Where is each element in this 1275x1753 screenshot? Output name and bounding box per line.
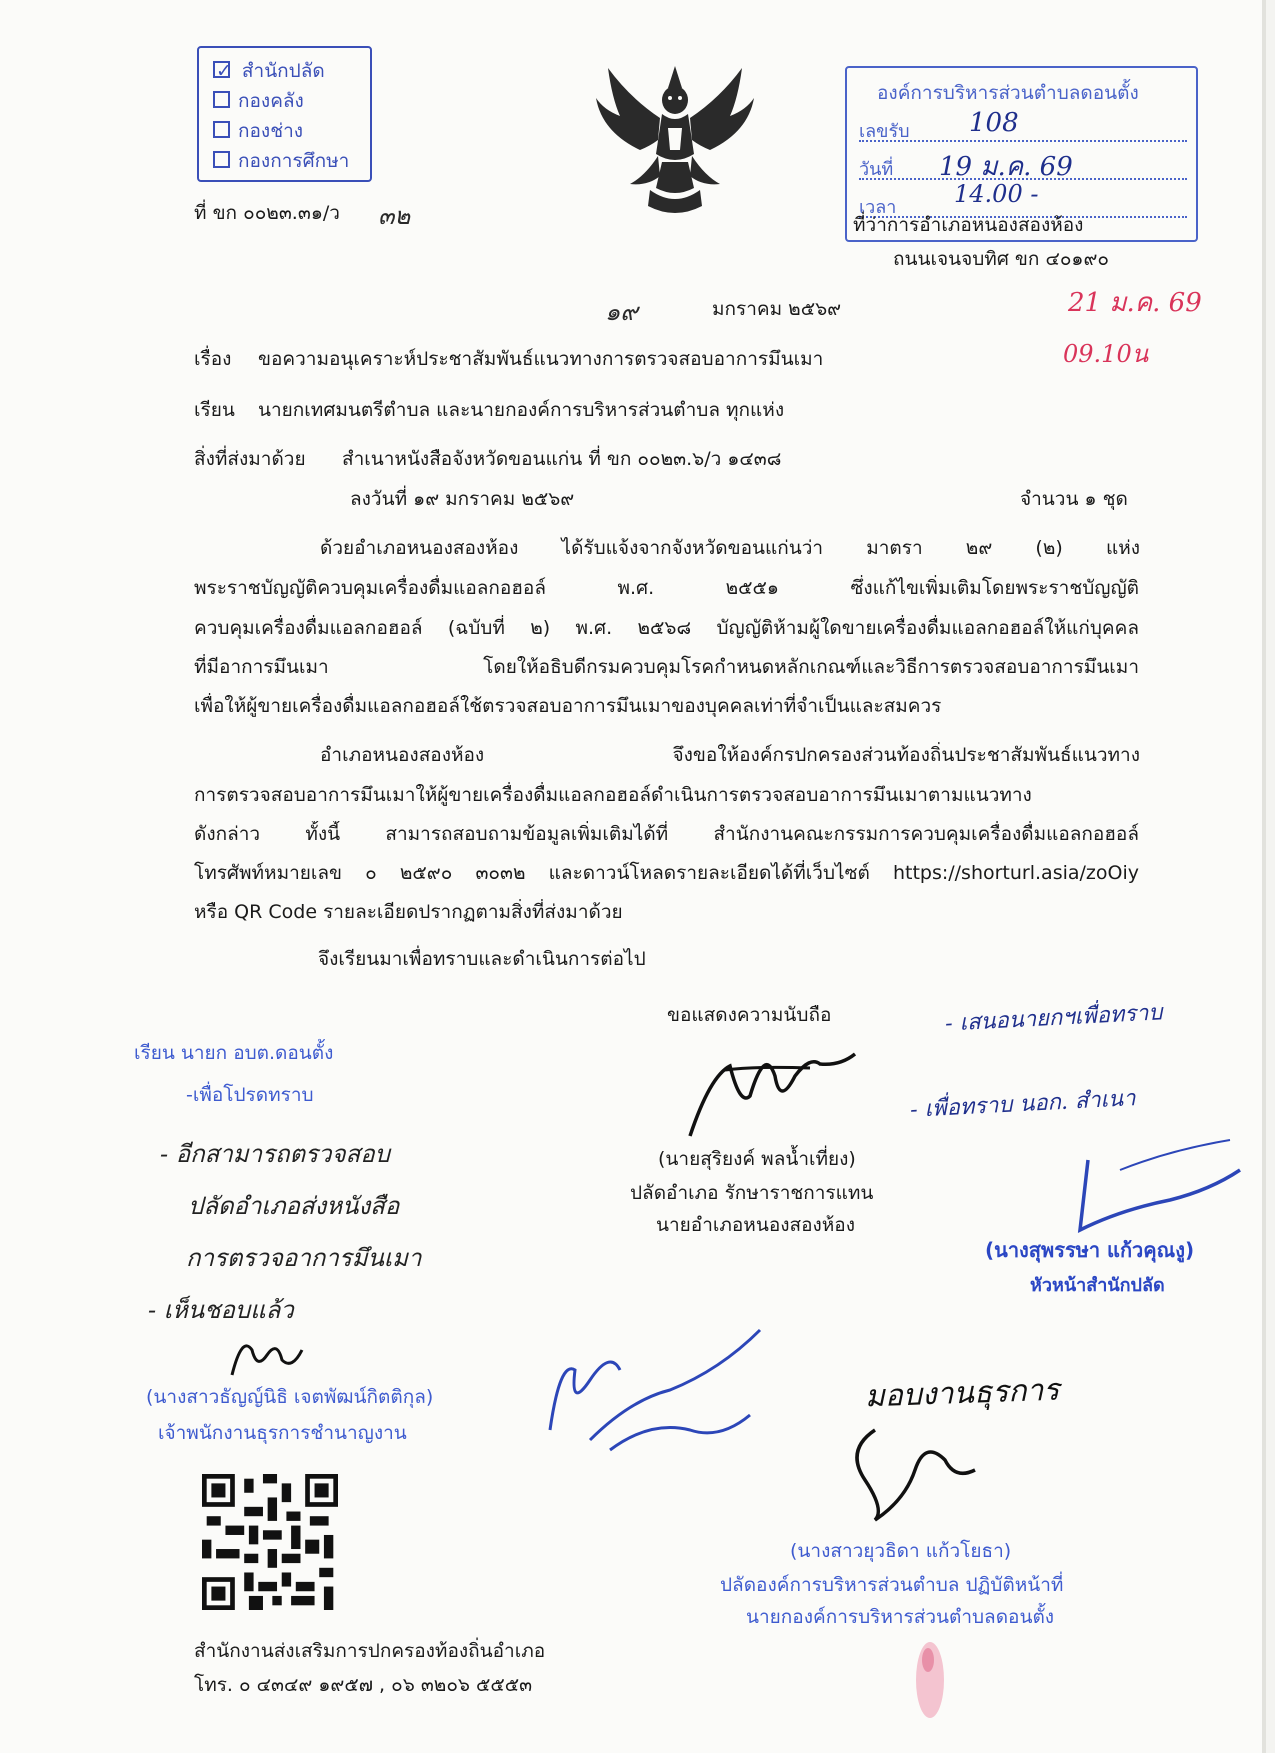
receipt-time-row: เวลา 14.00 - [859,188,1187,218]
signature-bottom-icon [835,1410,995,1530]
memo-bottom-hand: มอบงานธุรการ [864,1372,1060,1415]
paragraph-2-line: โทรศัพท์หมายเลข ๐ ๒๕๙๐ ๓๐๓๒ และดาวน์โหลดรายละเอียดได้ที่เว็บไซต์ https://shorturl.asia/zoOiy [194,862,1139,884]
paragraph-1-line: ด้วยอำเภอหนองสองห้อง ได้รับแจ้งจากจังหวัดขอนแก่นว่า มาตรา ๒๙ (๒) แห่ง [320,537,1140,559]
checkbox-icon [213,151,230,168]
to-label: เรียน [194,399,235,421]
memo-left-title: เจ้าพนักงานธุรการชำนาญงาน [158,1422,407,1444]
memo-left-name: (นางสาวธัญญ์นิธิ เจตพัฒน์กิตติกุล) [146,1386,434,1408]
paragraph-1-line: ควบคุมเครื่องดื่มแอลกอฮอล์ (ฉบับที่ ๒) พ.ศ. ๒๕๖๘ บัญญัติห้ามผู้ใดขายเครื่องดื่มแอลกอฮอล์ให้แก่บุคคล [194,617,1139,639]
receipt-number-row: เลขรับ 108 [859,112,1187,142]
garuda-emblem-icon [590,58,760,228]
enclosure-line-1: สำเนาหนังสือจังหวัดขอนแก่น ที่ ขก ๐๐๒๓.๖/ว ๑๔๓๘ [342,448,782,470]
date-day: ๑๙ [605,298,638,326]
to: นายกเทศมนตรีตำบล และนายกองค์การบริหารส่วนตำบล ทุกแห่ง [258,399,785,421]
subject: ขอความอนุเคราะห์ประชาสัมพันธ์แนวทางการตรวจสอบอาการมึนเมา [258,348,824,370]
footer-phone: โทร. ๐ ๔๓๔๙ ๑๙๕๗ , ๐๖ ๓๒๐๖ ๕๕๕๓ [194,1674,533,1696]
memo-left-to: เรียน นายก อบต.ดอนตั้ง [134,1042,334,1064]
office-name: ที่ว่าการอำเภอหนองสองห้อง [853,214,1084,236]
subject-label: เรื่อง [194,348,232,370]
memo-right-hand: - เพื่อทราบ นอก. สำเนา [909,1086,1137,1123]
paragraph-1-line: เพื่อให้ผู้ขายเครื่องดื่มแอลกอฮอล์ใช้ตรวจสอบอาการมึนเมาของบุคคลเท่าที่จำเป็นและสมควร [194,695,942,717]
paragraph-2-line: อำเภอหนองสองห้อง จึงขอให้องค์กรปกครองส่วนท้องถิ่นประชาสัมพันธ์แนวทาง [320,744,1140,766]
paragraph-2-line: ดังกล่าว ทั้งนี้ สามารถสอบถามข้อมูลเพิ่มเติมได้ที่ สำนักงานคณะกรรมการควบคุมเครื่องดื่มแอลกอฮอล์ [194,823,1139,845]
signature-bottom-left-icon [530,1320,800,1470]
memo-right-name: (นางสุพรรษา แก้วคุณงู) [985,1238,1195,1262]
signer-title-1: ปลัดอำเภอ รักษาราชการแทน [630,1182,874,1204]
enclosure-count: จำนวน ๑ ชุด [1020,488,1128,510]
stamp-item: ✓ สำนักปลัด [213,56,370,86]
memo-bottom-title-1: ปลัดองค์การบริหารส่วนตำบล ปฏิบัติหน้าที่ [720,1574,1064,1596]
memo-bottom-title-2: นายกองค์การบริหารส่วนตำบลดอนตั้ง [746,1606,1055,1628]
stamp-item: กองคลัง [213,86,370,116]
receipt-date-row: วันที่ 19 ม.ค. 69 [859,150,1187,180]
qr-code-icon [202,1474,338,1610]
receipt-time: 14.00 - [954,180,1039,208]
memo-left-hand: การตรวจอาการมึนเมา [186,1244,422,1272]
receipt-number: 108 [969,108,1019,138]
memo-right-title: หัวหน้าสำนักปลัด [1030,1275,1165,1296]
memo-right-hand: - เสนอนายกฯเพื่อทราบ [944,1000,1164,1037]
paragraph-1-line: ที่มีอาการมึนเมา โดยให้อธิบดีกรมควบคุมโรคกำหนดหลักเกณฑ์และวิธีการตรวจสอบอาการมึนเมา [194,656,1139,678]
checkbox-icon [213,91,230,108]
memo-bottom-name: (นางสาวยุวธิดา แก้วโยธา) [790,1540,1012,1562]
signature-right-icon [1060,1130,1250,1240]
date-month: มกราคม ๒๕๖๙ [712,298,842,320]
stamp-item: กองช่าง [213,116,370,146]
signer-title-2: นายอำเภอหนองสองห้อง [656,1214,855,1236]
paragraph-1-line: พระราชบัญญัติควบคุมเครื่องดื่มแอลกอฮอล์ พ.ศ. ๒๕๕๑ ซึ่งแก้ไขเพิ่มเติมโดยพระราชบัญญัติ [194,577,1139,599]
memo-left-hand: ปลัดอำเภอส่งหนังสือ [188,1192,400,1220]
stamp-org: องค์การบริหารส่วนตำบลดอนตั้ง [877,82,1139,104]
red-note-date: 21 ม.ค. 69 [1068,288,1202,318]
signature-main-icon [670,1036,870,1146]
document-number-hand: ๓๒ [378,202,411,230]
signer-name: (นายสุริยงค์ พลน้ำเที่ยง) [658,1148,856,1170]
paragraph-2-line: การตรวจสอบอาการมึนเมาให้ผู้ขายเครื่องดื่มแอลกอฮอล์ดำเนินการตรวจสอบอาการมึนเมาตามแนวทาง [194,784,1032,806]
department-stamp [197,46,372,182]
office-road: ถนนเจนจบทิศ ขก ๔๐๑๙๐ [893,248,1109,270]
red-note-time: 09.10น [1063,340,1149,368]
checkbox-icon [213,121,230,138]
memo-left-hand: - เห็นชอบแล้ว [148,1296,294,1324]
footer-office: สำนักงานส่งเสริมการปกครองท้องถิ่นอำเภอ [194,1640,546,1662]
stamp-item: กองการศึกษา [213,146,370,176]
receipt-date: 19 ม.ค. 69 [939,152,1073,182]
enclosure-label: สิ่งที่ส่งมาด้วย [194,448,306,470]
paragraph-2-line: หรือ QR Code รายละเอียดปรากฏตามสิ่งที่ส่งมาด้วย [194,901,623,923]
memo-left-hand: - อีกสามารถตรวจสอบ [160,1140,390,1168]
closing-line: จึงเรียนมาเพื่อทราบและดำเนินการต่อไป [318,948,646,970]
check-mark-icon: ✓ [216,60,232,82]
red-seal-mark-icon [900,1620,960,1730]
regards: ขอแสดงความนับถือ [667,1004,832,1026]
enclosure-line-2: ลงวันที่ ๑๙ มกราคม ๒๕๖๙ [350,488,575,510]
memo-left-purpose: -เพื่อโปรดทราบ [186,1084,314,1106]
signature-left-icon [222,1330,312,1390]
document-number: ที่ ขก ๐๐๒๓.๓๑/ว [194,202,340,224]
